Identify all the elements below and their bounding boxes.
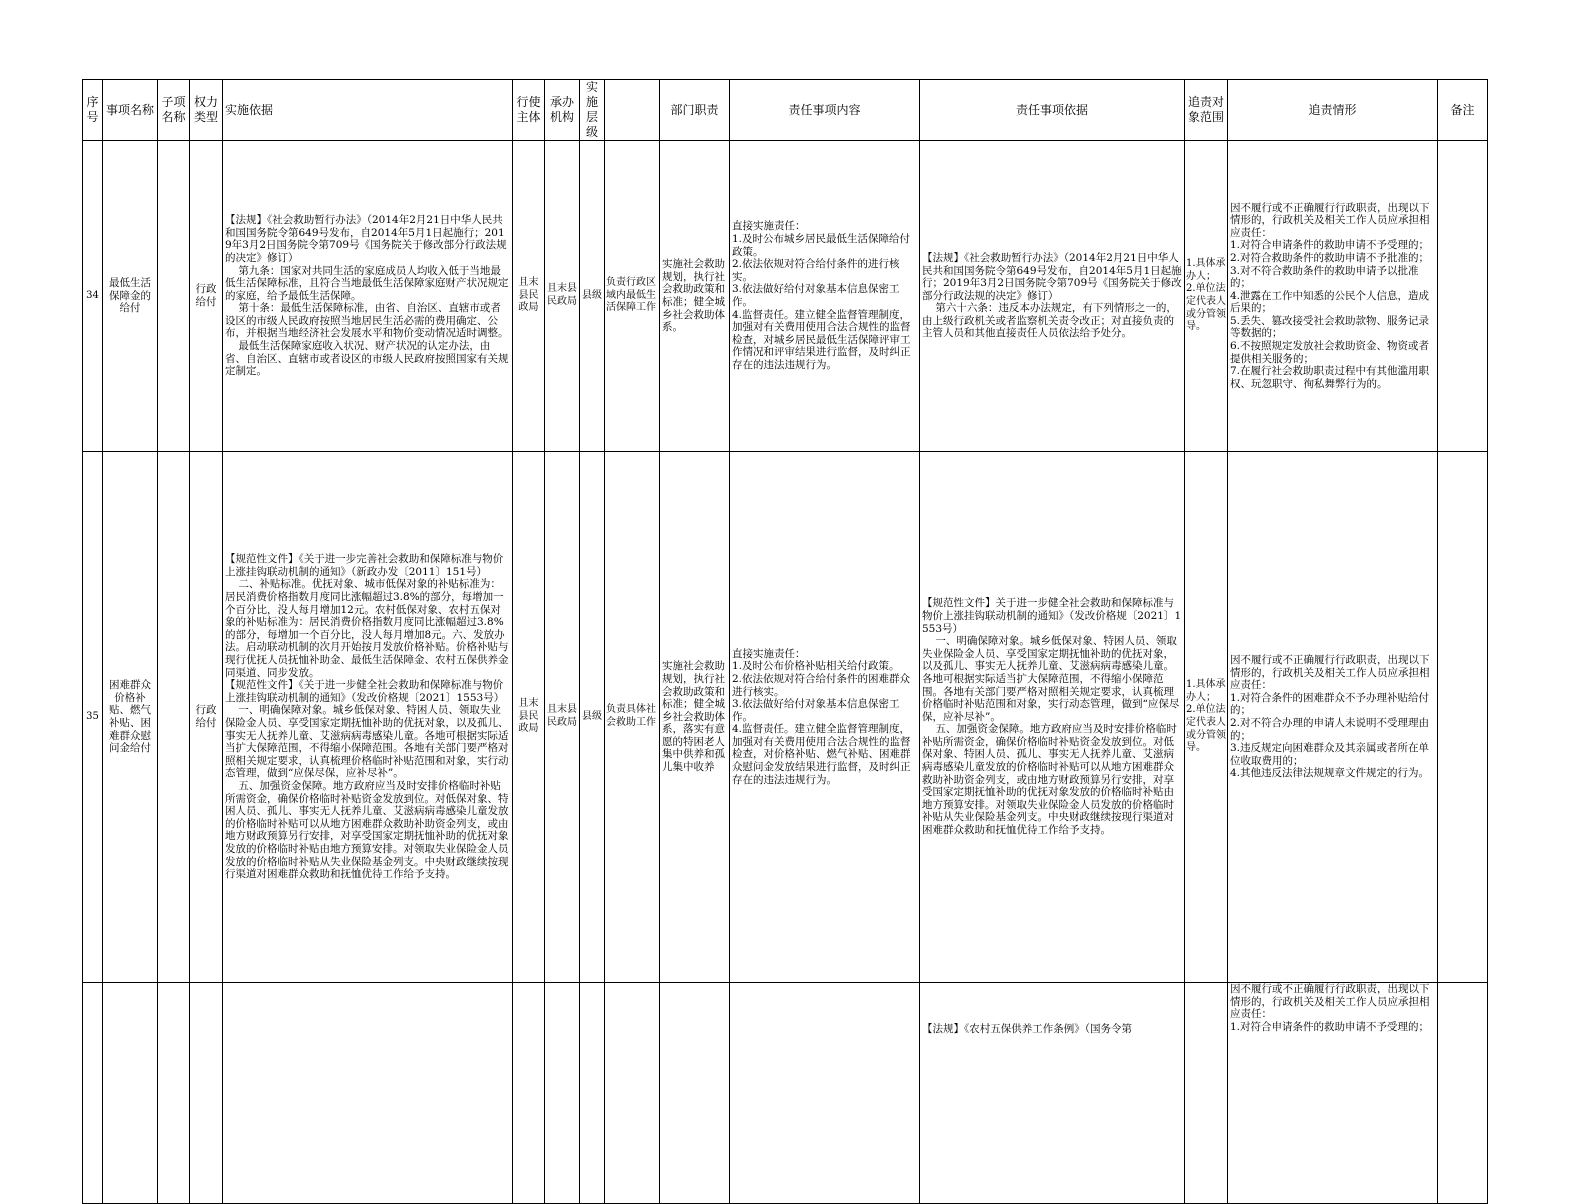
table-row (83, 452, 1488, 983)
table-row (83, 141, 1488, 452)
cell-accountability: 因不履行或不正确履行行政职责，出现以下情形的，行政机关及相关工作人员应承担相应责任： 1.对符合条件的困难群众不予办理补贴给付的； 2.对不符合办理的申请人未说明不受理理由的； 3.违反规定向困难群众及其亲属或者所在单位收取费用的； 4.其他违反法律法规规章文件规定的行为。 (1228, 452, 1438, 983)
responsibility-table (82, 79, 1488, 1204)
cell-power-type: 行政给付 (190, 452, 223, 983)
header-power-type: 权力类型 (190, 80, 223, 141)
header-seq: 序号 (83, 80, 103, 141)
cell-seq: 35 (83, 452, 103, 983)
cell-item-name: 最低生活保障金的给付 (103, 141, 158, 452)
header-subject: 行使主体 (513, 80, 545, 141)
cell-resp-basis (920, 983, 1185, 1204)
cell-accountability: 因不履行或不正确履行行政职责，出现以下情形的，行政机关及相关工作人员应承担相应责任： 1.对符合申请条件的救助申请不予受理的； (1228, 983, 1438, 1204)
cell-seq: 34 (83, 141, 103, 452)
header-resp-content: 责任事项内容 (730, 80, 920, 141)
header-sub-item: 子项名称 (158, 80, 190, 141)
cell-level (580, 983, 605, 1204)
cell-extra: 负责具体社会救助工作 (605, 452, 660, 983)
cell-seq (83, 983, 103, 1204)
cell-agency: 且末县民政局 (545, 141, 580, 452)
table-row (83, 983, 1488, 1204)
cell-sub-item (158, 141, 190, 452)
cell-resp-basis: 【规范性文件】关于进一步健全社会救助和保障标准与物价上涨挂钩联动机制的通知》（发改价格规〔2021〕1553号） 一、明确保障对象。城乡低保对象、特困人员、领取失业保险金人员、享受国家定期抚恤补助的优抚对象，以及孤儿、事实无人抚养儿童、艾滋病病毒感染儿童。各地可根据实际适当扩大保障范围，不得缩小保障范围。各地有关部门要严格对照相关规定要求，认真梳理价格临时补贴范围和对象，实行动态管理，做到“应保尽保，应补尽补”。 五、加强资金保障。地方政府应当及时安排价格临时补贴所需资金，确保价格临时补贴资金发放到位。对低保对象、特困人员、孤儿、事实无人抚养儿童、艾滋病病毒感染儿童发放的价格临时补贴可以从地方困难群众救助补助资金列支，或由地方财政预算另行安排，对享受国家定期抚恤补助的优抚对象发放的价格临时补贴由地方预算安排。对领取失业保险金人员发放的价格临时补贴从失业保险基金列支。中央财政继续按现行渠道对困难群众救助和抚恤优待工作给予支持。 (920, 452, 1185, 983)
cell-scope: 1.具体承办人； 2.单位法定代表人或分管领导。 (1185, 452, 1228, 983)
header-remark: 备注 (1438, 80, 1488, 141)
header-dept-duty: 部门职责 (660, 80, 730, 141)
cell-agency: 且末县民政局 (545, 452, 580, 983)
cell-remark (1438, 452, 1488, 983)
cell-power-type (190, 983, 223, 1204)
cell-item-name (103, 983, 158, 1204)
cell-basis (223, 983, 513, 1204)
cell-extra: 负责行政区域内最低生活保障工作 (605, 141, 660, 452)
cell-level: 县级 (580, 452, 605, 983)
cell-resp-content: 直接实施责任： 1.及时公布城乡居民最低生活保障给付政策。 2.依法依规对符合给付条件的进行核实。 3.依法做好给付对象基本信息保密工作。 4.监督责任。建立健全监督管理制度，加强对有关费用使用合法合规性的监督检查，对城乡居民最低生活保障评审工作情况和评审结果进行监督，及时纠正存在的违法违规行为。 (730, 141, 920, 452)
cell-dept-duty: 实施社会救助规划，执行社会救助政策和标准；健全城乡社会救助体系。 (660, 141, 730, 452)
cell-subject: 且末县民政局 (513, 141, 545, 452)
cell-subject: 且末县民政局 (513, 452, 545, 983)
cell-item-name: 困难群众价格补贴、燃气补贴、困难群众慰问金给付 (103, 452, 158, 983)
cell-sub-item (158, 983, 190, 1204)
cell-scope (1185, 983, 1228, 1204)
cell-dept-duty: 实施社会救助规划，执行社会救助政策和标准；健全城乡社会救助体系，落实有意愿的特困老人集中供养和孤儿集中收养 (660, 452, 730, 983)
cell-scope: 1.具体承办人； 2.单位法定代表人或分管领导。 (1185, 141, 1228, 452)
cell-sub-item (158, 452, 190, 983)
cell-agency (545, 983, 580, 1204)
header-level: 实施层级 (580, 80, 605, 141)
cell-accountability: 因不履行或不正确履行行政职责，出现以下情形的，行政机关及相关工作人员应承担相应责任： 1.对符合申请条件的救助申请不予受理的； 2.对符合救助条件的救助申请不予批准的； 3.对不符合救助条件的救助申请予以批准的； 4.泄露在工作中知悉的公民个人信息，造成后果的； 5.丢失、篡改接受社会救助款物、服务记录等数据的； 6.不按照规定发放社会救助资金、物资或者提供相关服务的； 7.在履行社会救助职责过程中有其他滥用职权、玩忽职守、徇私舞弊行为的。 (1228, 141, 1438, 452)
cell-resp-basis: 【法规】《社会救助暂行办法》（2014年2月21日中华人民共和国国务院令第649号发布，自2014年5月1日起施行；2019年3月2日国务院令第709号《国务院关于修改部分行政法规的决定》修订） 第六十六条：违反本办法规定，有下列情形之一的，由上级行政机关或者监察机关责令改正；对直接负责的主管人员和其他直接责任人员依法给予处分。 (920, 141, 1185, 452)
cell-level: 县级 (580, 141, 605, 452)
cell-basis: 【规范性文件】《关于进一步完善社会救助和保障标准与物价上涨挂钩联动机制的通知》（新政办发〔2011〕151号） 二、补贴标准。优抚对象、城市低保对象的补贴标准为：居民消费价格指数月度同比涨幅超过3.8%的部分，每增加一个百分比，没人每月增加12元。农村低保对象、农村五保对象的补贴标准为：居民消费价格指数月度同比涨幅超过3.8%的部分，每增加一个百分比，没人每月增加8元。六、发放办法。启动联动机制的次月开始按月发放价格补贴。价格补贴与现行优抚人员抚恤补助金、最低生活保障金、农村五保供养金同渠道、同步发放。 【规范性文件】《关于进一步健全社会救助和保障标准与物价上涨挂钩联动机制的通知》（发改价格规〔2021〕1553号） 一、明确保障对象。城乡低保对象、特困人员、领取失业保险金人员、享受国家定期抚恤补助的优抚对象，以及孤儿、事实无人抚养儿童、艾滋病病毒感染儿童。各地可根据实际适当扩大保障范围，不得缩小保障范围。各地有关部门要严格对照相关规定要求，认真梳理价格临时补贴范围和对象，实行动态管理，做到“应保尽保，应补尽补”。 五、加强资金保障。地方政府应当及时安排价格临时补贴所需资金，确保价格临时补贴资金发放到位。对低保对象、特困人员、孤儿、事实无人抚养儿童、艾滋病病毒感染儿童发放的价格临时补贴可以从地方困难群众救助补助资金列支，或由地方财政预算另行安排，对享受国家定期抚恤补助的优抚对象发放的价格临时补贴由地方预算安排。对领取失业保险金人员发放的价格临时补贴从失业保险基金列支。中央财政继续按现行渠道对困难群众救助和抚恤优待工作给予支持。 (223, 452, 513, 983)
header-row (83, 80, 1488, 141)
cell-basis: 【法规】《社会救助暂行办法》（2014年2月21日中华人民共和国国务院令第649号发布，自2014年5月1日起施行；2019年3月2日国务院令第709号《国务院关于修改部分行政法规的决定》修订） 第九条：国家对共同生活的家庭成员人均收入低于当地最低生活保障标准，且符合当地最低生活保障家庭财产状况规定的家庭，给予最低生活保障。 第十条：最低生活保障标准，由省、自治区、直辖市或者设区的市级人民政府按照当地居民生活必需的费用确定、公布，并根据当地经济社会发展水平和物价变动情况适时调整。 最低生活保障家庭收入状况、财产状况的认定办法，由省、自治区、直辖市或者设区的市级人民政府按照国家有关规定制定。 (223, 141, 513, 452)
resp-basis-text: 【法规】《农村五保供养工作条例》（国务令第 (922, 1023, 1132, 1035)
header-item-name: 事项名称 (103, 80, 158, 141)
cell-remark (1438, 141, 1488, 452)
cell-resp-content (730, 983, 920, 1204)
cell-resp-content: 直接实施责任： 1.及时公布价格补贴相关给付政策。 2.依法依规对符合给付条件的困难群众进行核实。 3.依法做好给付对象基本信息保密工作。 4.监督责任。建立健全监督管理制度，加强对有关费用使用合法合规性的监督检查，对价格补贴、燃气补贴、困难群众慰问金发放结果进行监督，及时纠正存在的违法违规行为。 (730, 452, 920, 983)
cell-dept-duty (660, 983, 730, 1204)
header-resp-basis: 责任事项依据 (920, 80, 1185, 141)
header-scope: 追责对象范围 (1185, 80, 1228, 141)
cell-extra (605, 983, 660, 1204)
cell-power-type: 行政给付 (190, 141, 223, 452)
header-basis: 实施依据 (223, 80, 513, 141)
cell-remark (1438, 983, 1488, 1204)
header-agency: 承办机构 (545, 80, 580, 141)
header-extra (605, 80, 660, 141)
cell-subject (513, 983, 545, 1204)
header-accountability: 追责情形 (1228, 80, 1438, 141)
